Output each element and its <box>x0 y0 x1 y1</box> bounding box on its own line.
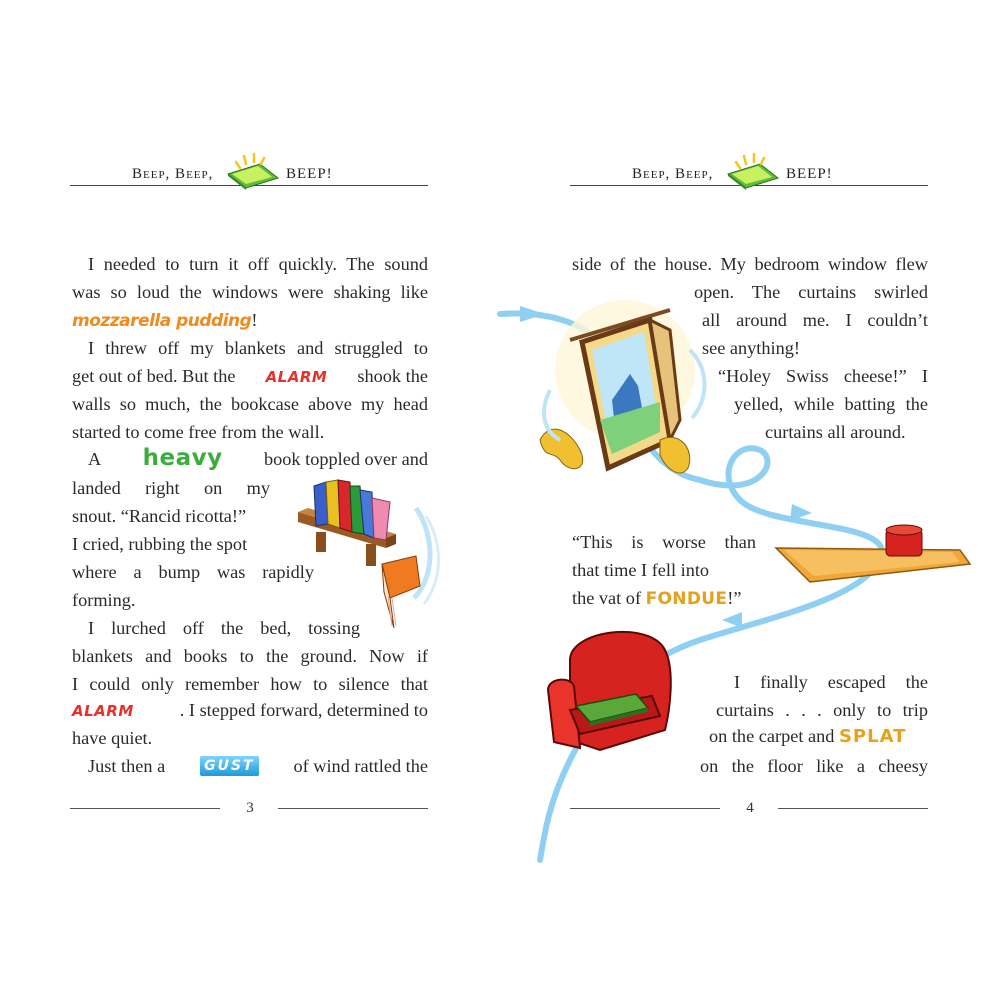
footer-rule <box>70 808 220 809</box>
text-line: “This is worse than <box>572 532 756 552</box>
bookshelf-illustration <box>296 468 446 632</box>
text-line: that time I fell into <box>572 560 710 580</box>
text-fragment: the vat of <box>572 588 642 608</box>
text-line: walls so much, the bookcase above my head <box>72 394 428 414</box>
rug-illustration <box>770 520 975 590</box>
text-fragment: . I stepped forward, determined to <box>179 700 428 720</box>
text-line: blankets and books to the ground. Now if <box>72 646 428 666</box>
punctuation: ! <box>251 310 258 330</box>
text-fragment: get out of bed. But the <box>72 366 236 386</box>
text-line <box>88 756 428 776</box>
styled-word-alarm: ALARM <box>265 368 328 386</box>
text-fragment: A <box>88 449 102 469</box>
text-fragment: book toppled over and <box>264 449 428 469</box>
text-line: on the floor like a cheesy <box>700 756 928 776</box>
alarm-clock-book-icon <box>722 152 782 190</box>
header-title-part2: BEEP! <box>286 166 333 182</box>
text-fragment: shook the <box>357 366 428 386</box>
header-title-part2: BEEP! <box>786 166 833 182</box>
text-line: was so loud the windows were shaking like <box>72 282 428 302</box>
styled-word-gust: GUST <box>200 756 259 776</box>
text-line: I could only remember how to silence that <box>72 674 428 694</box>
text-fragment: Just then a <box>88 756 166 776</box>
text-line: “Holey Swiss cheese!” I <box>718 366 928 386</box>
text-line: I finally escaped the <box>734 672 928 692</box>
text-line: forming. <box>72 590 136 610</box>
styled-word-mozzarella: mozzarella pudding <box>72 311 252 331</box>
text-line: curtains all around. <box>765 422 906 442</box>
text-line: where a bump was rapidly <box>72 562 314 582</box>
styled-word-alarm: ALARM <box>72 702 134 720</box>
text-line: I cried, rubbing the spot <box>72 534 248 554</box>
footer-rule <box>778 808 928 809</box>
window-illustration <box>530 290 730 490</box>
text-line: all around me. I couldn’t <box>702 310 928 330</box>
text-line <box>709 726 906 747</box>
text-line: have quiet. <box>72 728 153 748</box>
styled-word-heavy: heavy <box>142 445 223 471</box>
text-line: open. The curtains swirled <box>694 282 928 302</box>
styled-word-splat: SPLAT <box>838 726 907 747</box>
punctuation: !” <box>727 588 742 608</box>
text-line <box>88 445 428 471</box>
text-line <box>572 588 741 609</box>
text-line: I needed to turn it off quickly. The sound <box>88 254 428 274</box>
header-title-part1: Beep, Beep, <box>132 166 214 182</box>
styled-word-fondue: FONDUE <box>645 589 728 609</box>
page-number: 3 <box>246 800 254 816</box>
header-title-part1: Beep, Beep, <box>632 166 714 182</box>
alarm-clock-book-icon <box>222 152 282 190</box>
armchair-illustration <box>540 620 680 760</box>
text-line <box>72 700 428 721</box>
text-line: snout. “Rancid ricotta!” <box>72 506 247 526</box>
right-page <box>500 0 1000 1000</box>
page-number: 4 <box>746 800 754 816</box>
footer-rule <box>570 808 720 809</box>
text-line: see anything! <box>702 338 800 358</box>
text-line: curtains . . . only to trip <box>716 700 928 720</box>
text-line <box>72 366 428 387</box>
footer-rule <box>278 808 428 809</box>
text-line <box>72 310 257 331</box>
text-fragment: of wind rattled the <box>293 756 428 776</box>
text-fragment: on the carpet and <box>709 726 835 746</box>
text-line: landed right on my <box>72 478 270 498</box>
text-line: started to come free from the wall. <box>72 422 325 442</box>
text-line: side of the house. My bedroom window flew <box>572 254 928 274</box>
text-line: yelled, while batting the <box>734 394 928 414</box>
text-line: I lurched off the bed, tossing <box>88 618 360 638</box>
text-line: I threw off my blankets and struggled to <box>88 338 428 358</box>
